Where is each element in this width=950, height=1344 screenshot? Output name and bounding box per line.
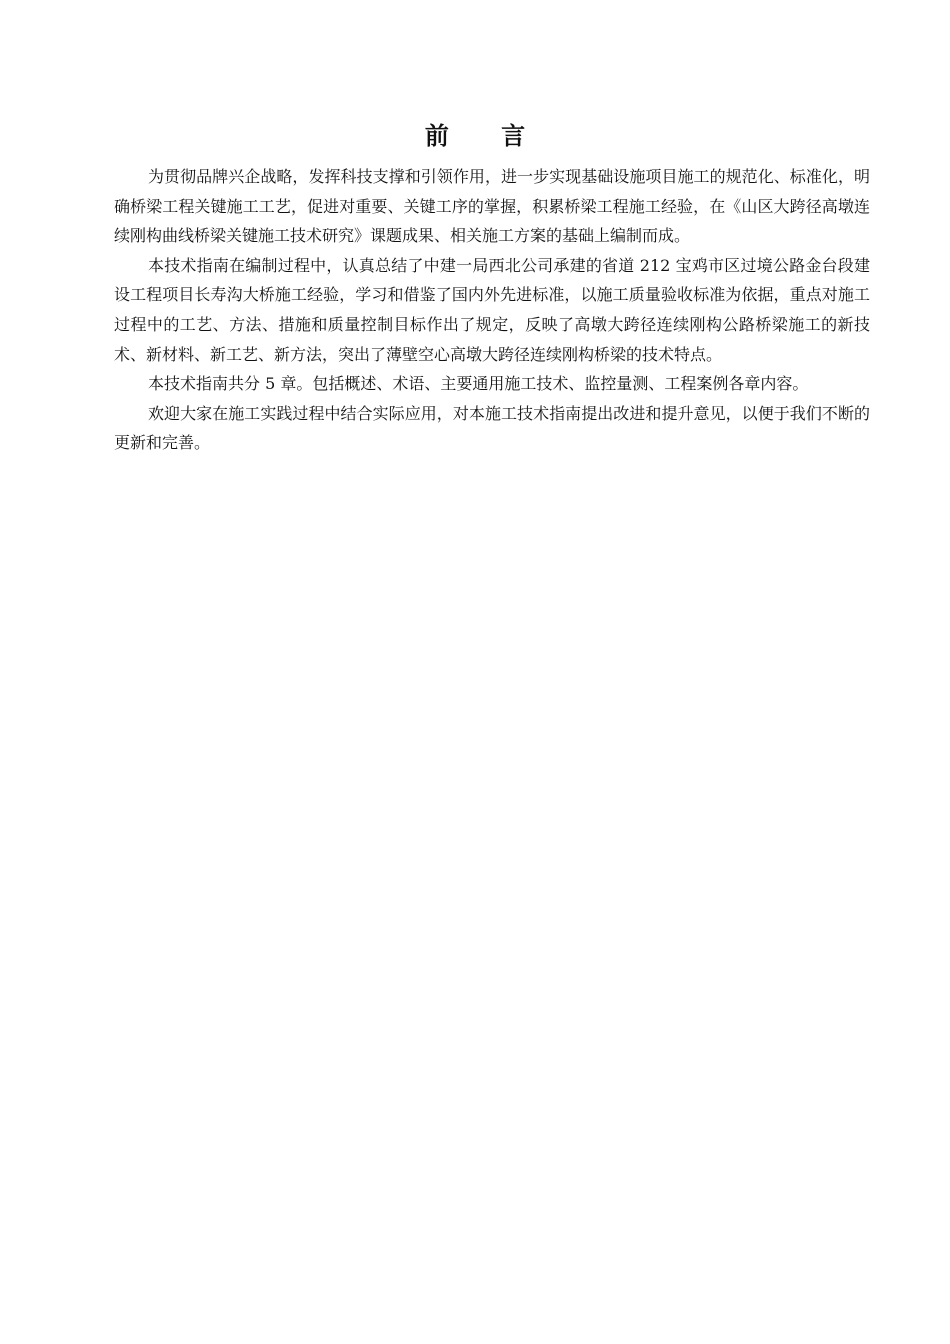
page-title: 前 言 [424,121,548,150]
preface-body [114,162,870,458]
paragraph-1: 为贯彻品牌兴企战略，发挥科技支撑和引领作用，进一步实现基础设施项目施工的规范化、标准化，明确桥梁工程关键施工工艺，促进对重要、关键工序的掌握，积累桥梁工程施工经验，在《山区大跨径高墩连续刚构曲线桥梁关键施工技术研究》课题成果、相关施工方案的基础上编制而成。 [114,167,870,246]
paragraph-3: 本技术指南共分 5 章。包括概述、术语、主要通用施工技术、监控量测、工程案例各章内容。 [148,374,809,394]
paragraph-2: 本技术指南在编制过程中，认真总结了中建一局西北公司承建的省道 212 宝鸡市区过境公路金台段建设工程项目长寿沟大桥施工经验，学习和借鉴了国内外先进标准，以施工质量验收标准为依据，重点对施工过程中的工艺、方法、措施和质量控制目标作出了规定，反映了高墩大跨径连续刚构公路桥梁施工的新技术、新材料、新工艺、新方法，突出了薄壁空心高墩大跨径连续刚构桥梁的技术特点。 [114,255,870,364]
paragraph-4: 欢迎大家在施工实践过程中结合实际应用，对本施工技术指南提出改进和提升意见，以便于我们不断的更新和完善。 [114,403,870,453]
